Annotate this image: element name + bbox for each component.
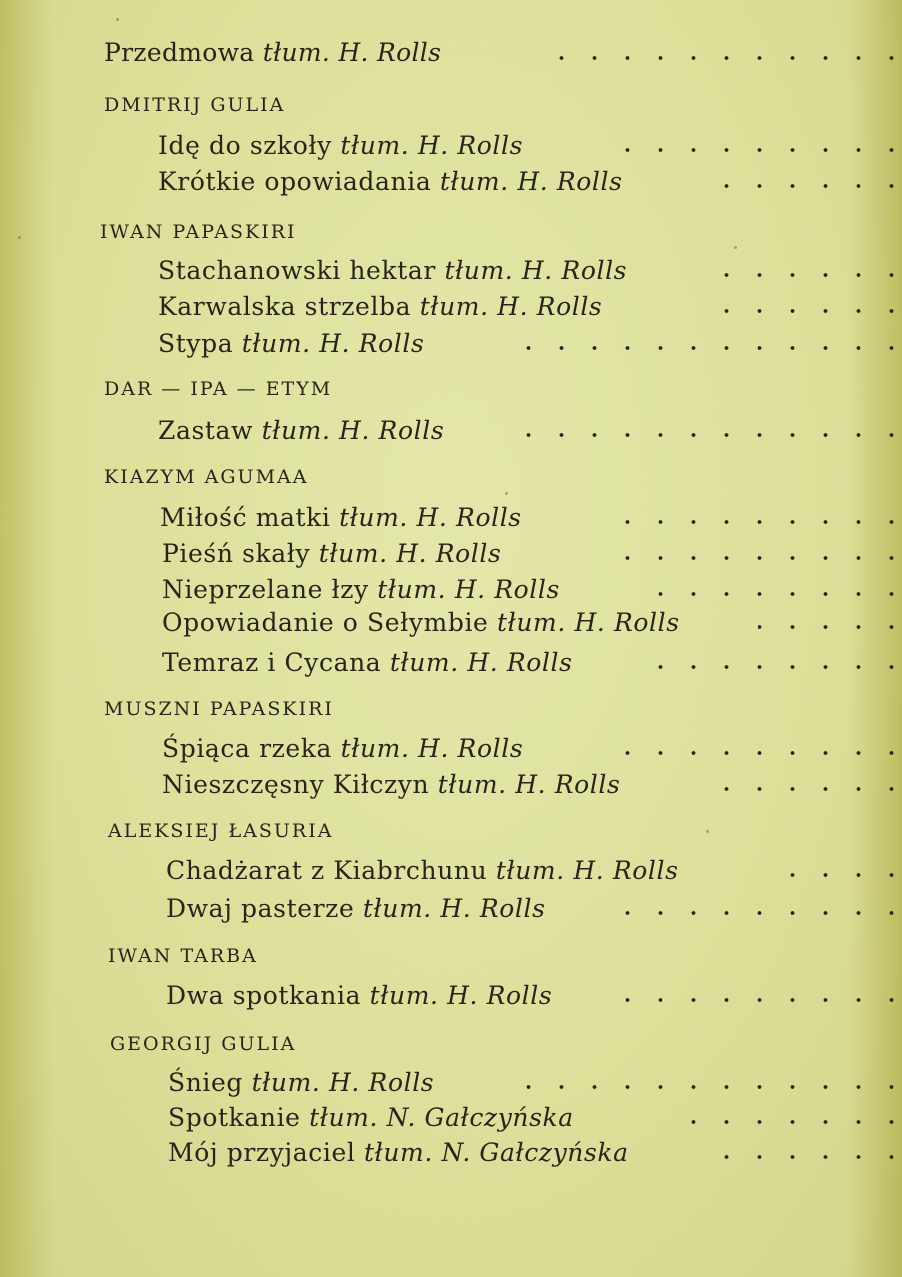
entry-title: Nieszczęsny Kiłczyn <box>162 770 430 799</box>
entry-translator: tłum. H. Rolls <box>497 608 680 637</box>
toc-entry <box>166 896 546 921</box>
entry-translator: tłum. H. Rolls <box>439 167 623 196</box>
toc-entry <box>158 331 424 356</box>
section-author: DAR — IPA — ETYM <box>104 378 333 400</box>
entry-translator: tłum. H. Rolls <box>339 503 522 532</box>
section-author: MUSZNI PAPASKIRI <box>104 698 334 720</box>
toc-entry <box>158 133 523 158</box>
entry-title: Mój przyjaciel <box>168 1138 356 1167</box>
entry-translator: tłum. H. Rolls <box>362 894 546 923</box>
entry-translator: tłum. H. Rolls <box>495 856 679 885</box>
toc-entry <box>162 577 560 602</box>
entry-title: Temraz i Cycana <box>162 648 382 677</box>
entry-dot-leader <box>608 910 902 916</box>
intro-translator: tłum. H. Rolls <box>262 38 442 67</box>
toc-entry <box>162 650 573 675</box>
entry-title: Stachanowski hektar <box>158 256 436 285</box>
intro-dot-leader <box>548 55 902 61</box>
entry-title: Zastaw <box>158 416 254 445</box>
entry-translator: tłum. H. Rolls <box>251 1068 435 1097</box>
section-author: ALEKSIEJ ŁASURIA <box>108 820 334 842</box>
toc-entry <box>158 169 623 194</box>
toc-entry <box>158 258 627 283</box>
entry-title: Chadżarat z Kiabrchunu <box>166 856 488 885</box>
entry-dot-leader <box>708 786 902 792</box>
paper-speck <box>18 236 21 239</box>
entry-title: Dwa spotkania <box>166 981 362 1010</box>
entry-title: Krótkie opowiadania <box>158 167 432 196</box>
toc-entry <box>166 858 679 883</box>
section-author: IWAN TARBA <box>108 945 258 967</box>
entry-translator: tłum. H. Rolls <box>261 416 445 445</box>
paper-speck <box>505 492 508 495</box>
entry-dot-leader <box>598 555 902 561</box>
entry-title: Idę do szkoły <box>158 131 332 160</box>
paper-speck <box>706 830 709 833</box>
entry-dot-leader <box>598 750 902 756</box>
entry-translator: tłum. H. Rolls <box>437 770 621 799</box>
toc-entry <box>168 1105 574 1130</box>
toc-entry <box>162 610 680 635</box>
entry-translator: tłum. H. Rolls <box>241 329 425 358</box>
paper-speck <box>734 246 737 249</box>
entry-translator: tłum. H. Rolls <box>419 292 603 321</box>
paper-speck <box>116 18 119 21</box>
entry-dot-leader <box>698 183 902 189</box>
entry-translator: tłum. N. Gałczyńska <box>364 1138 629 1167</box>
entry-dot-leader <box>718 1154 902 1160</box>
entry-translator: tłum. H. Rolls <box>369 981 553 1010</box>
section-author: KIAZYM AGUMAA <box>104 466 309 488</box>
entry-title: Dwaj pasterze <box>166 894 355 923</box>
toc-entry <box>160 505 522 530</box>
section-author: IWAN PAPASKIRI <box>100 221 297 243</box>
entry-dot-leader <box>518 432 902 438</box>
toc-entry <box>168 1070 434 1095</box>
entry-title: Opowiadanie o Sełymbie <box>162 608 489 637</box>
entry-translator: tłum. H. Rolls <box>389 648 573 677</box>
entry-translator: tłum. H. Rolls <box>377 575 560 604</box>
toc-entry <box>158 418 444 443</box>
entry-title: Śpiąca rzeka <box>162 734 333 763</box>
section-author: GEORGIJ GULIA <box>110 1033 297 1055</box>
entry-translator: tłum. H. Rolls <box>340 734 524 763</box>
entry-title: Pieśń skały <box>162 539 311 568</box>
entry-dot-leader <box>508 345 902 351</box>
entry-translator: tłum. H. Rolls <box>340 131 524 160</box>
entry-title: Śnieg <box>168 1068 244 1097</box>
toc-entry <box>162 541 501 566</box>
entry-dot-leader <box>698 308 902 314</box>
entry-dot-leader <box>598 519 902 525</box>
entry-dot-leader <box>768 872 902 878</box>
entry-title: Karwalska strzelba <box>158 292 412 321</box>
intro-title: Przedmowa <box>104 38 255 67</box>
entry-dot-leader <box>598 147 902 153</box>
entry-translator: tłum. N. Gałczyńska <box>309 1103 574 1132</box>
entry-dot-leader <box>658 664 902 670</box>
entry-dot-leader <box>688 1119 902 1125</box>
entry-dot-leader <box>698 272 902 278</box>
entry-dot-leader <box>508 1084 902 1090</box>
toc-entry <box>162 772 620 797</box>
entry-dot-leader <box>658 591 902 597</box>
section-author: DMITRIJ GULIA <box>104 94 286 116</box>
entry-dot-leader <box>608 997 902 1003</box>
toc-entry <box>162 736 523 761</box>
entry-dot-leader <box>758 624 902 630</box>
entry-title: Nieprzelane łzy <box>162 575 369 604</box>
entry-title: Spotkanie <box>168 1103 301 1132</box>
entry-translator: tłum. H. Rolls <box>318 539 502 568</box>
toc-entry <box>166 983 552 1008</box>
toc-intro <box>104 40 441 65</box>
entry-title: Miłość matki <box>160 503 331 532</box>
entry-title: Stypa <box>158 329 234 358</box>
toc-entry <box>168 1140 629 1165</box>
entry-translator: tłum. H. Rolls <box>444 256 628 285</box>
toc-entry <box>158 294 602 319</box>
